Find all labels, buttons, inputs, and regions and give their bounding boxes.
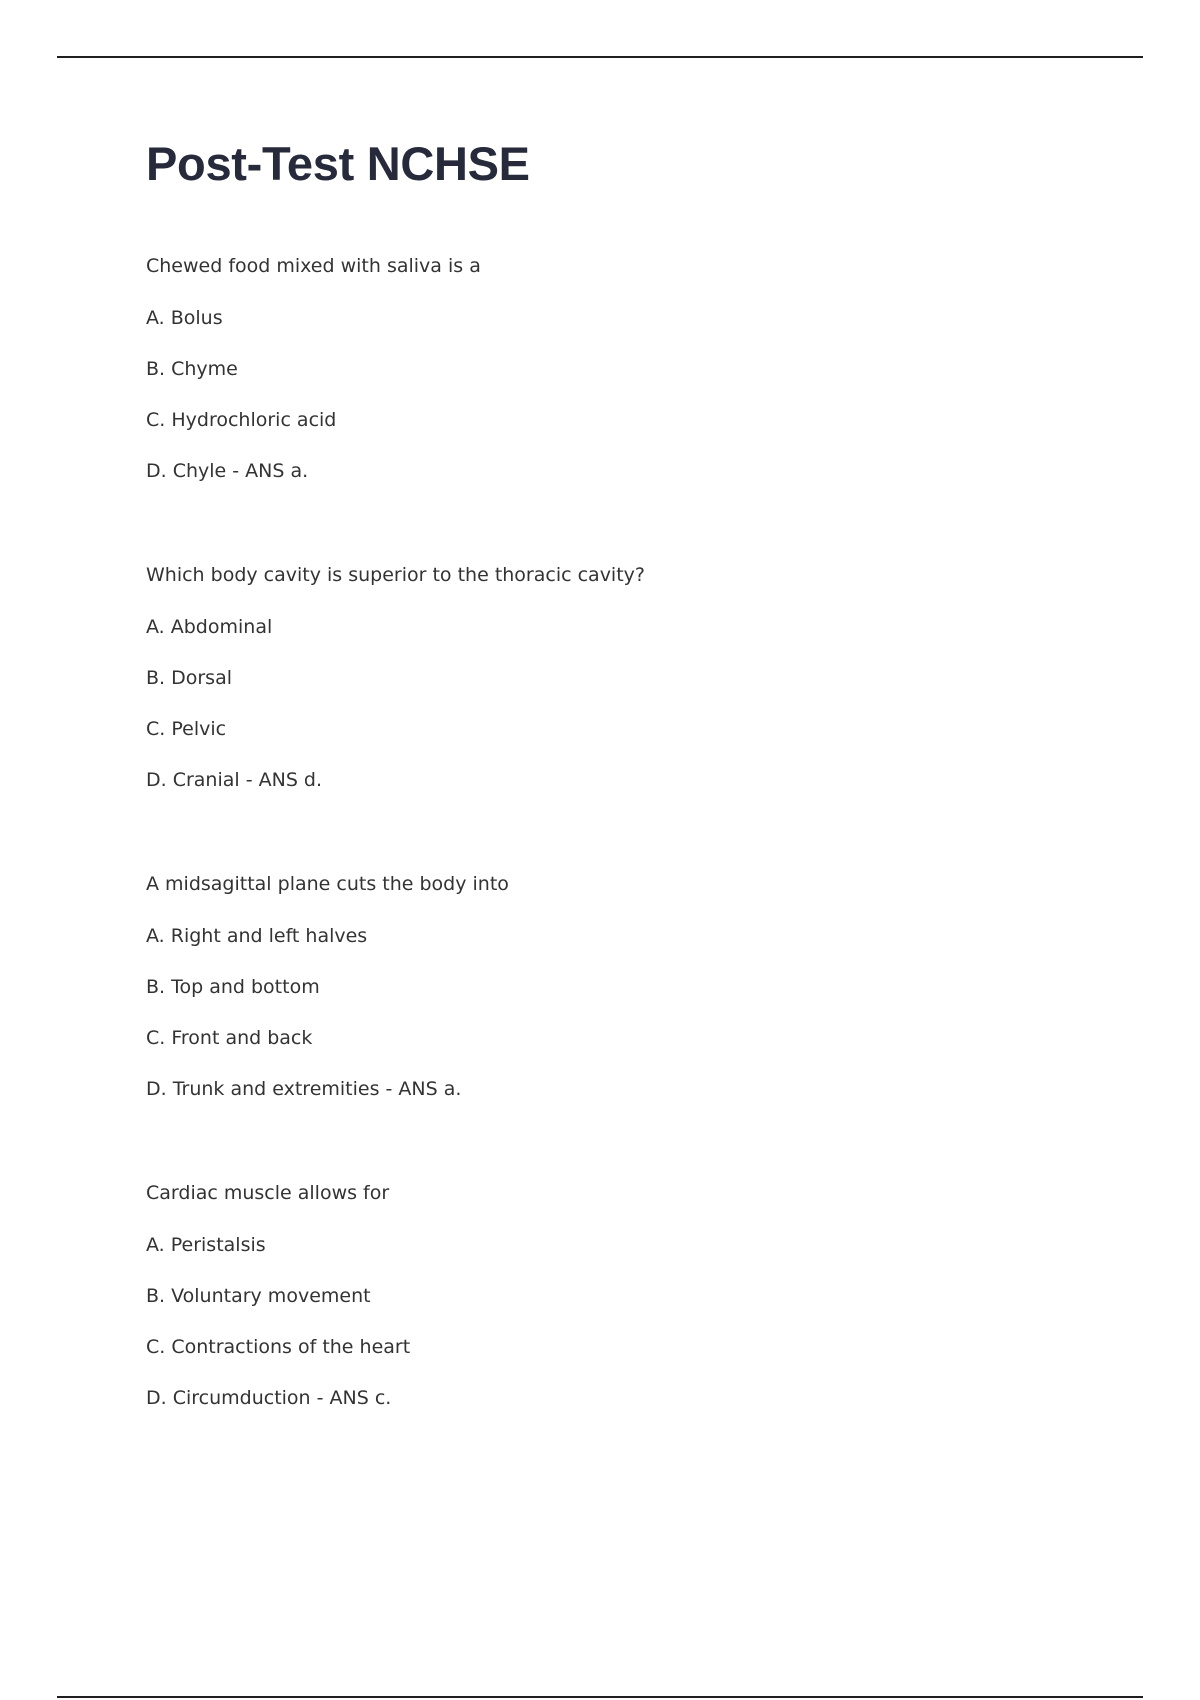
answer-option-with-key: D. Circumduction - ANS c. [146,1387,392,1409]
answer-option: C. Hydrochloric acid [146,409,337,431]
answer-option: A. Bolus [146,307,223,329]
answer-option: A. Peristalsis [146,1234,266,1256]
answer-option: B. Top and bottom [146,976,320,998]
answer-option: B. Voluntary movement [146,1285,371,1307]
answer-option: B. Dorsal [146,667,233,689]
bottom-divider [57,1696,1143,1698]
answer-option: B. Chyme [146,358,238,380]
question-text: Chewed food mixed with saliva is a [146,255,481,277]
answer-option-with-key: D. Trunk and extremities - ANS a. [146,1078,462,1100]
question-text: Which body cavity is superior to the thoracic cavity? [146,564,645,586]
question-text: A midsagittal plane cuts the body into [146,873,509,895]
answer-option: A. Right and left halves [146,925,368,947]
question-text: Cardiac muscle allows for [146,1182,390,1204]
top-divider [57,56,1143,58]
answer-option: A. Abdominal [146,616,273,638]
answer-option: C. Pelvic [146,718,227,740]
answer-option-with-key: D. Chyle - ANS a. [146,460,309,482]
answer-option: C. Front and back [146,1027,313,1049]
answer-option: C. Contractions of the heart [146,1336,411,1358]
page-title: Post-Test NCHSE [146,137,530,190]
answer-option-with-key: D. Cranial - ANS d. [146,769,323,791]
